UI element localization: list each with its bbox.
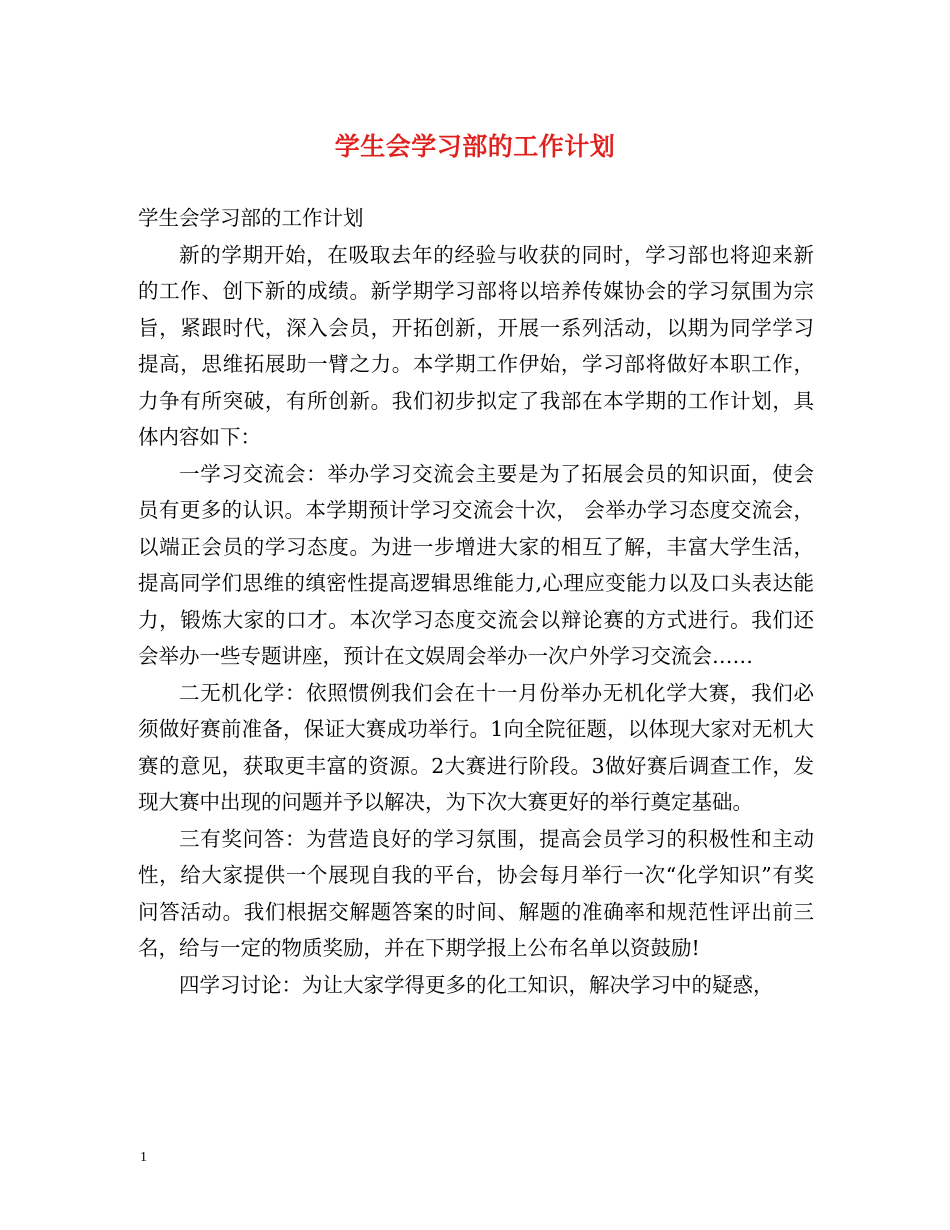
paragraph-study-discussion: 四学习讨论：为让大家学得更多的化工知识，解决学习中的疑惑，: [179, 972, 774, 997]
paragraph-intro: 新的学期开始，在吸取去年的经验与收获的同时，学习部也将迎来新的工作、创下新的成绩。新学期学习部将以培养传媒协会的学习氛围为宗旨，紧跟时代，深入会员，开拓创新，开展一系列活动，以期为同学学习提高，思维拓展助一臂之力。本学期工作伊始，学习部将做好本职工作，力争有所突破，有所创新。我们初步拟定了我部在本学期的工作计划，具体内容如下：: [138, 242, 814, 449]
document-title: 学生会学习部的工作计划: [334, 132, 616, 161]
paragraph-quiz: 三有奖问答：为营造良好的学习氛围，提高会员学习的积极性和主动性，给大家提供一个展现自我的平台，协会每月举行一次“化学知识”有奖问答活动。我们根据交解题答案的时间、解题的准确率和规范性评出前三名，给与一定的物质奖励，并在下期学报上公布名单以资鼓励!: [138, 826, 814, 960]
document-body: [138, 200, 814, 1003]
paragraph-study-exchange: 一学习交流会：举办学习交流会主要是为了拓展会员的知识面，使会员有更多的认识。本学期预计学习交流会十次， 会举办学习态度交流会，以端正会员的学习态度。为进一步增进大家的相互了解，丰富大学生活，提高同学们思维的缜密性提高逻辑思维能力,心理应变能力以及口头表达能力，锻炼大家的口才。本次学习态度交流会以辩论赛的方式进行。我们还会举办一些专题讲座，预计在文娱周会举办一次户外学习交流会……: [138, 461, 814, 668]
document-subtitle: 学生会学习部的工作计划: [138, 206, 364, 230]
page-number: 1: [140, 1150, 147, 1165]
paragraph-inorganic-chemistry: 二无机化学：依照惯例我们会在十一月份举办无机化学大赛，我们必须做好赛前准备，保证大赛成功举行。1向全院征题，以体现大家对无机大赛的意见，获取更丰富的资源。2大赛进行阶段。3做好赛后调查工作，发现大赛中出现的问题并予以解决，为下次大赛更好的举行奠定基础。: [138, 680, 814, 814]
